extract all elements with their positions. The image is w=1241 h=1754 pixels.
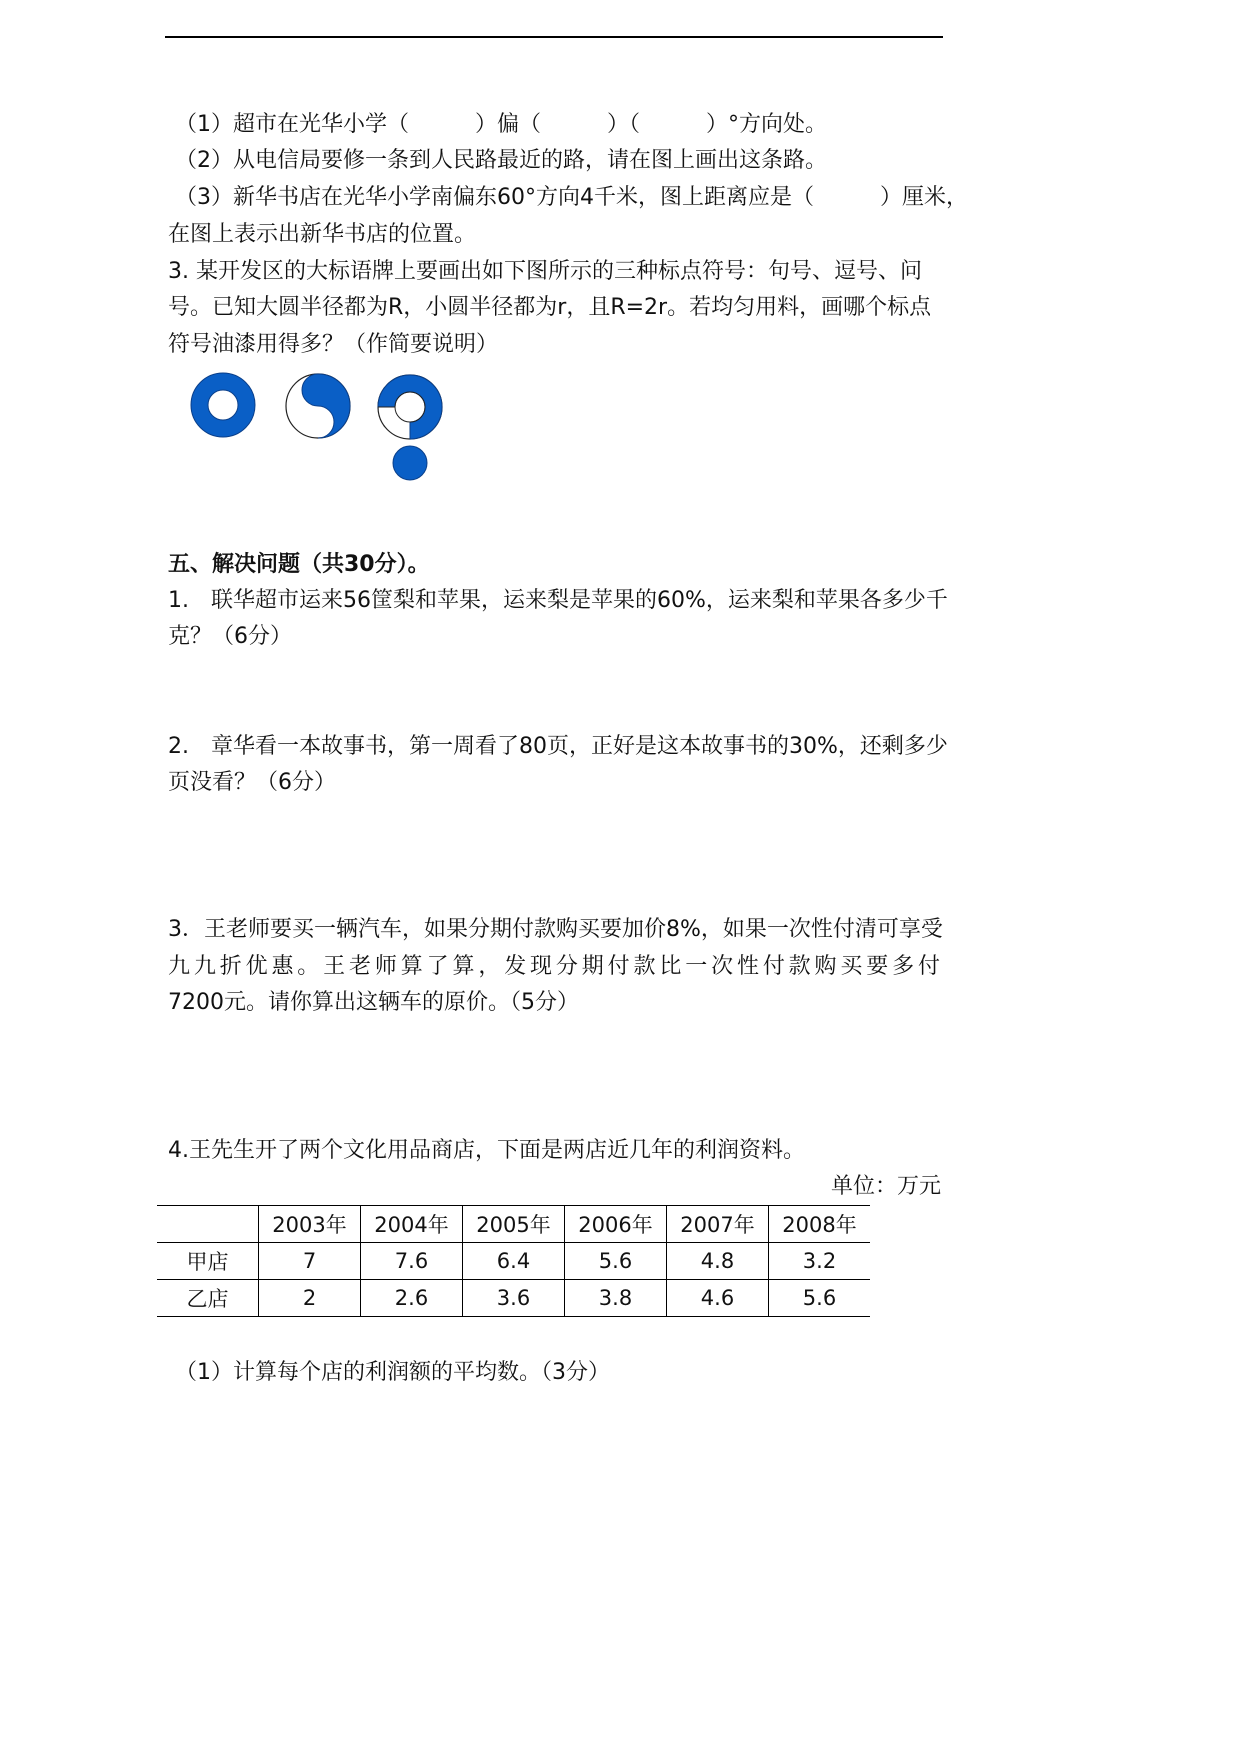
table-header-cell: 2007年: [667, 1206, 769, 1243]
comma-figure-icon: [286, 374, 350, 438]
problem-4-line-1: 4.王先生开了两个文化用品商店，下面是两店近几年的利润资料。: [168, 1138, 805, 1163]
table-header-cell: 2005年: [463, 1206, 565, 1243]
table-cell: 4.8: [667, 1243, 769, 1280]
row-label: 甲店: [157, 1243, 259, 1280]
problem-2-line-2: 页没看？（6分）: [168, 770, 336, 795]
problem-4-sub-question-1: （1）计算每个店的利润额的平均数。（3分）: [175, 1360, 610, 1385]
table-cell: 3.8: [565, 1280, 667, 1317]
table-row: [157, 1243, 870, 1280]
table-cell: 3.2: [769, 1243, 871, 1280]
problem-2-line-1: 2. 章华看一本故事书，第一周看了80页，正好是这本故事书的30%，还剩多少: [168, 734, 948, 759]
table-header-cell: [157, 1206, 259, 1243]
sub-question-2: （2）从电信局要修一条到人民路最近的路，请在图上画出这条路。: [175, 148, 827, 173]
table-header-cell: 2004年: [361, 1206, 463, 1243]
sub-question-3: （3）新华书店在光华小学南偏东60°方向4千米，图上距离应是（ ）厘米，: [175, 185, 968, 210]
problem-3-line-1: 3．王老师要买一辆汽车，如果分期付款购买要加价8%，如果一次性付清可享受: [168, 917, 943, 942]
table-header-cell: 2006年: [565, 1206, 667, 1243]
row-label: 乙店: [157, 1280, 259, 1317]
table-row: [157, 1280, 870, 1317]
unit-label: 单位：万元: [830, 1174, 941, 1199]
q3-line-1: 3. 某开发区的大标语牌上要画出如下图所示的三种标点符号：句号、逗号、问: [168, 259, 922, 284]
sub-question-3-cont: 在图上表示出新华书店的位置。: [168, 222, 477, 247]
table-cell: 2.6: [361, 1280, 463, 1317]
table-header-row: [157, 1206, 870, 1243]
q3-line-2: 号。已知大圆半径都为R，小圆半径都为r，且R=2r。若均匀用料，画哪个标点: [168, 295, 932, 320]
table-cell: 5.6: [565, 1243, 667, 1280]
table-cell: 5.6: [769, 1280, 871, 1317]
profit-table: [157, 1205, 870, 1317]
header-rule: [165, 36, 943, 38]
table-cell: 7.6: [361, 1243, 463, 1280]
table-cell: 7: [259, 1243, 361, 1280]
sub-question-1: （1）超市在光华小学（ ）偏（ ）（ ）°方向处。: [175, 112, 827, 137]
table-cell: 4.6: [667, 1280, 769, 1317]
problem-3-line-3: 7200元。请你算出这辆车的原价。（5分）: [168, 990, 579, 1015]
section-5-title: 五、解决问题（共30分）。: [168, 552, 430, 577]
problem-3-line-2: 九九折优惠。王老师算了算，发现分期付款比一次性付款购买要多付: [168, 954, 940, 979]
punctuation-figures: [180, 365, 480, 495]
question-mark-figure-icon: [378, 375, 442, 480]
problem-1-line-1: 1. 联华超市运来56筐梨和苹果，运来梨是苹果的60%，运来梨和苹果各多少千: [168, 588, 948, 613]
table-cell: 2: [259, 1280, 361, 1317]
problem-1-line-2: 克？（6分）: [168, 624, 292, 649]
q3-line-3: 符号油漆用得多？（作简要说明）: [168, 332, 499, 357]
table-header-cell: 2003年: [259, 1206, 361, 1243]
table-header-cell: 2008年: [769, 1206, 871, 1243]
period-figure-icon: [191, 373, 255, 437]
table-cell: 6.4: [463, 1243, 565, 1280]
table-cell: 3.6: [463, 1280, 565, 1317]
